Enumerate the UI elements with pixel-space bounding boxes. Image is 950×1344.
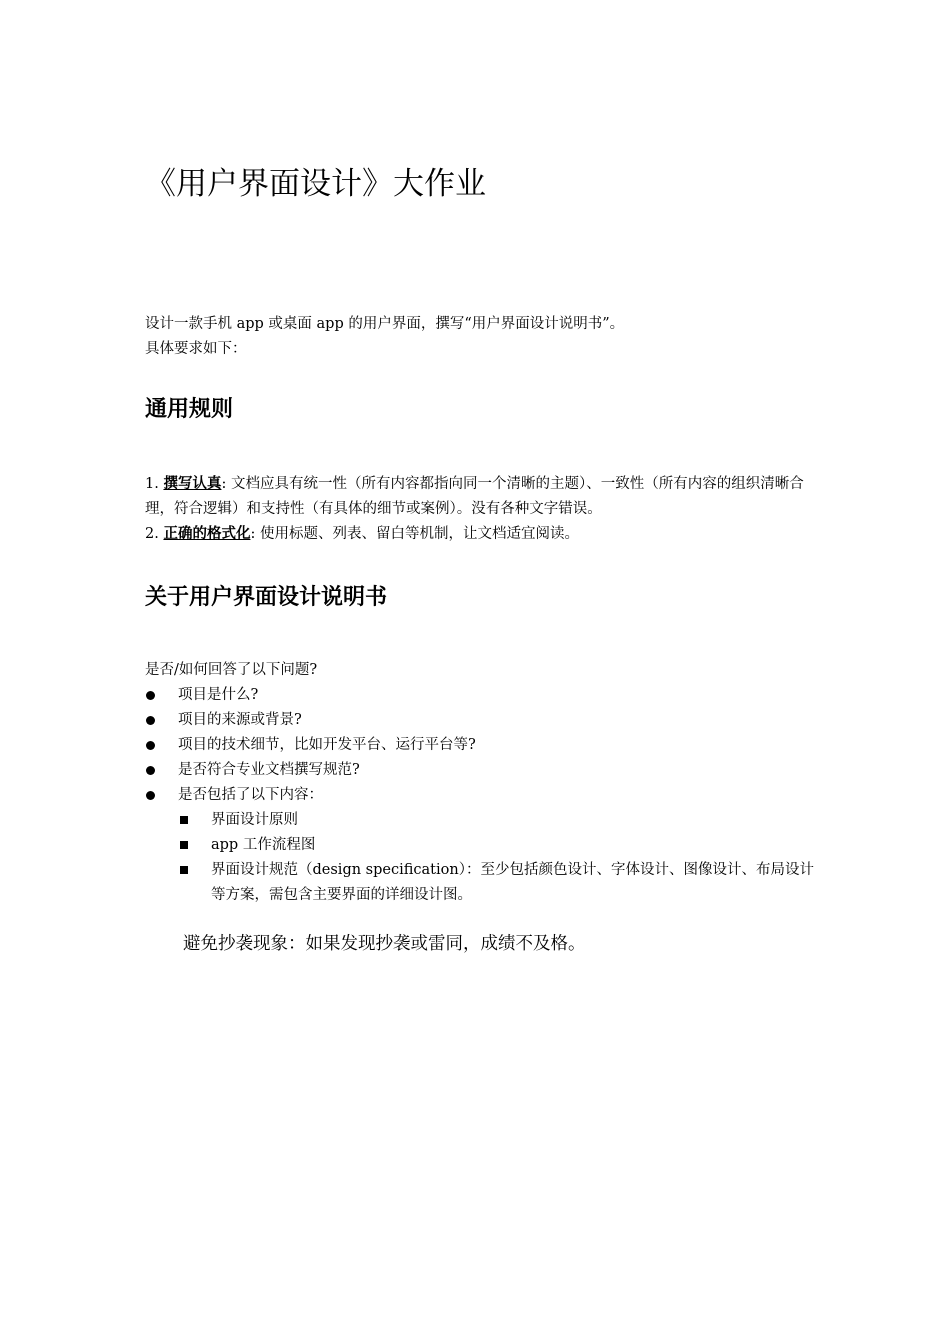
list-item-text: 是否包括了以下内容： bbox=[178, 787, 323, 803]
bullet-dot-icon bbox=[146, 716, 155, 725]
rules-list bbox=[145, 472, 825, 547]
intro-paragraph bbox=[145, 312, 624, 362]
rule-text: : 使用标题、列表、留白等机制，让文档适宜阅读。 bbox=[250, 526, 579, 542]
list-item bbox=[145, 683, 835, 708]
question-list bbox=[145, 683, 835, 808]
bullet-dot-icon bbox=[146, 766, 155, 775]
rule-text: : 文档应具有统一性（所有内容都指向同一个清晰的主题）、一致性（所有内容的组织清晰合理，符合逻辑）和支持性（有具体的细节或案例）。没有各种文字错误。 bbox=[145, 476, 804, 517]
list-item bbox=[145, 783, 835, 808]
question-intro: 是否/如何回答了以下问题? bbox=[145, 662, 318, 678]
list-item-text: 是否符合专业文档撰写规范? bbox=[178, 762, 360, 778]
list-item bbox=[145, 733, 835, 758]
sublist-item-text: 界面设计原则 bbox=[211, 812, 298, 828]
bullet-dot-icon bbox=[146, 741, 155, 750]
rule-number: 2. bbox=[145, 526, 164, 542]
list-item bbox=[145, 758, 835, 783]
bullet-dot-icon bbox=[146, 691, 155, 700]
bullet-square-icon bbox=[180, 841, 188, 849]
rule-number: 1. bbox=[145, 476, 164, 492]
section-heading-general-rules: 通用规则 bbox=[145, 397, 234, 422]
rule-item-2 bbox=[145, 522, 825, 547]
list-item bbox=[145, 708, 835, 733]
sublist-item-text: app 工作流程图 bbox=[211, 837, 316, 853]
intro-line-2: 具体要求如下： bbox=[145, 341, 247, 357]
sublist-item bbox=[178, 858, 828, 908]
intro-line-1: 设计一款手机 app 或桌面 app 的用户界面，撰写“用户界面设计说明书”。 bbox=[145, 316, 625, 332]
bullet-square-icon bbox=[180, 866, 188, 874]
rule-keyword: 撰写认真 bbox=[163, 476, 222, 492]
sublist-item bbox=[178, 833, 828, 858]
content-sublist bbox=[178, 808, 828, 908]
list-item-text: 项目是什么? bbox=[178, 687, 259, 703]
bullet-dot-icon bbox=[146, 791, 155, 800]
list-item-text: 项目的技术细节，比如开发平台、运行平台等? bbox=[178, 737, 476, 753]
sublist-item bbox=[178, 808, 828, 833]
rule-keyword: 正确的格式化 bbox=[163, 526, 251, 542]
sublist-item-text: 界面设计规范（design specification）：至少包括颜色设计、字体设计、图像设计、布局设计等方案，需包含主要界面的详细设计图。 bbox=[211, 862, 814, 903]
list-item-text: 项目的来源或背景? bbox=[178, 712, 302, 728]
bullet-square-icon bbox=[180, 816, 188, 824]
plagiarism-warning: 避免抄袭现象：如果发现抄袭或雷同，成绩不及格。 bbox=[183, 934, 586, 954]
section-heading-spec: 关于用户界面设计说明书 bbox=[145, 585, 388, 610]
document-title: 《用户界面设计》大作业 bbox=[145, 166, 486, 202]
rule-item-1 bbox=[145, 472, 825, 522]
